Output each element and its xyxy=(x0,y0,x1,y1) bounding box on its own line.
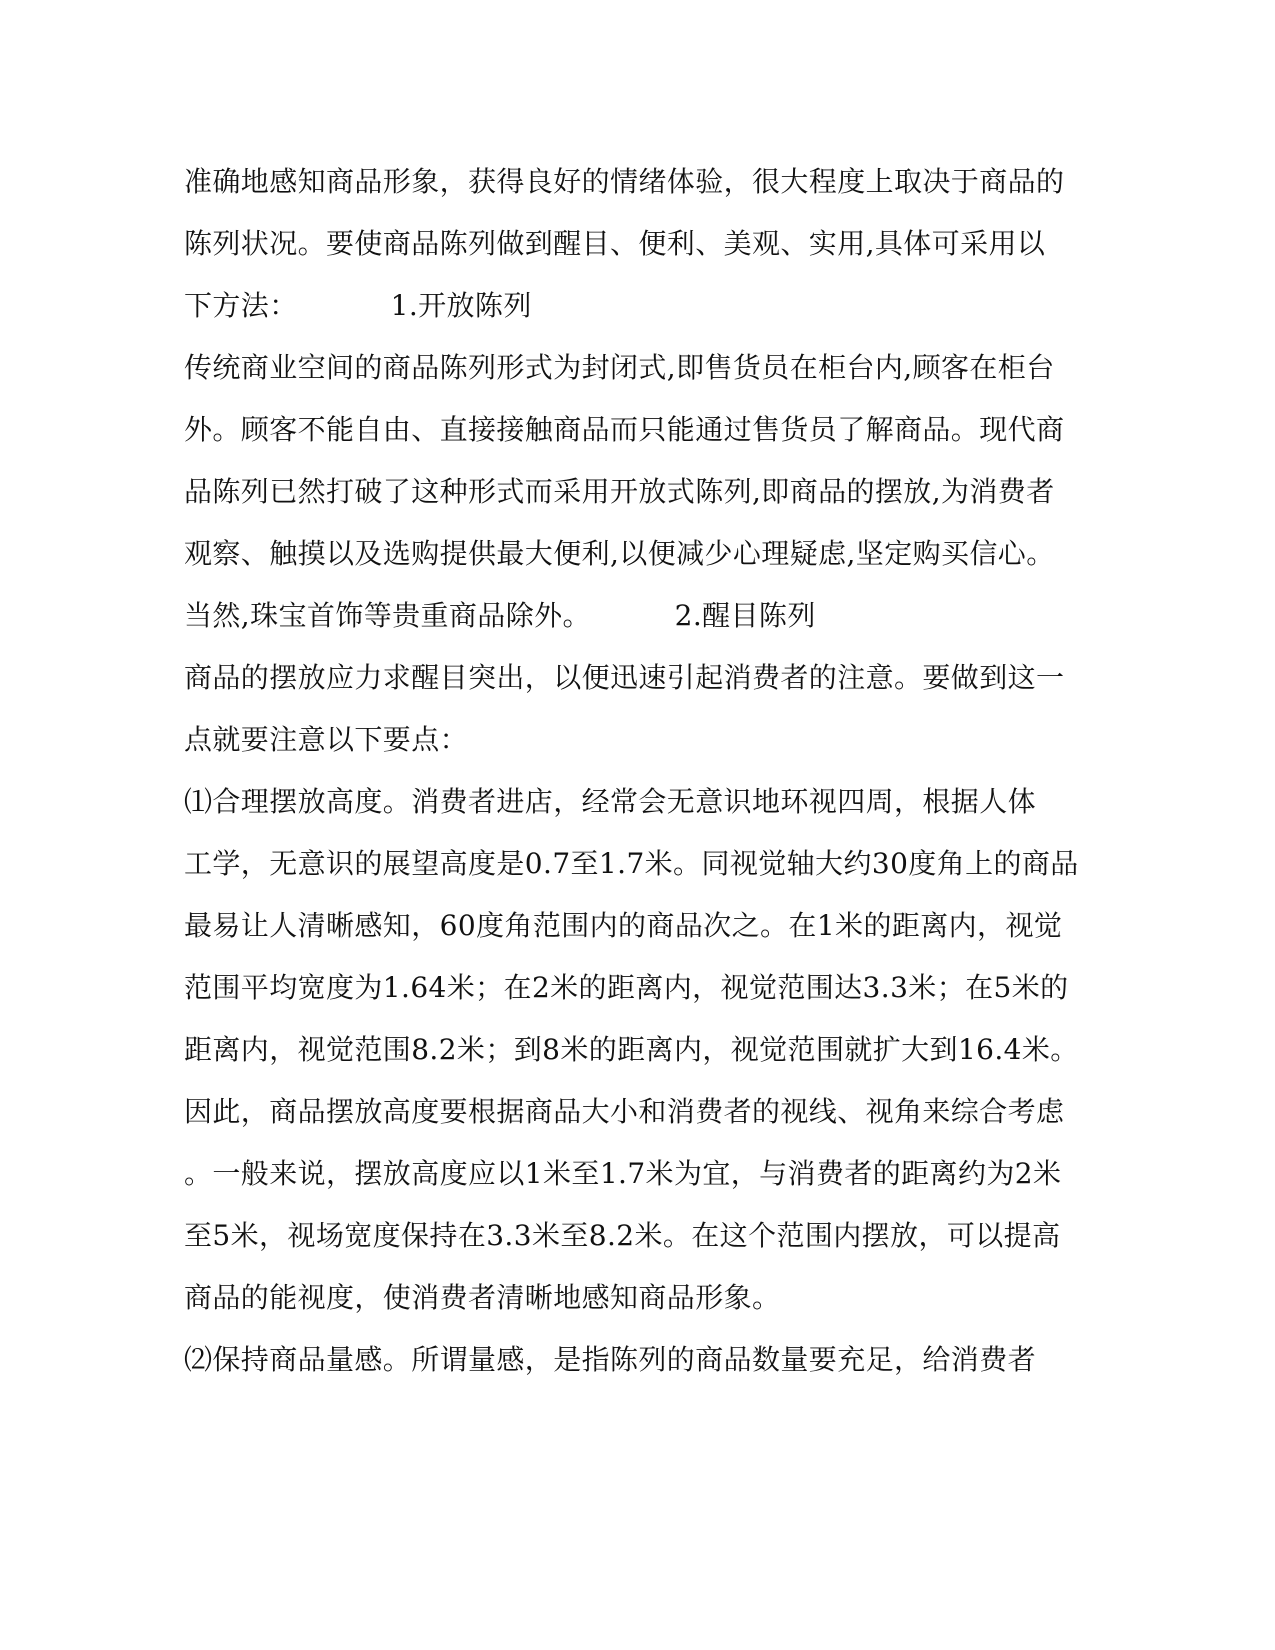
text-line: ⑵保持商品量感。所谓量感，是指陈列的商品数量要充足，给消费者 xyxy=(184,1343,1037,1376)
text-line: 商品的摆放应力求醒目突出，以便迅速引起消费者的注意。要做到这一 xyxy=(184,661,1065,694)
text-line: 陈列状况。要使商品陈列做到醒目、便利、美观、实用,具体可采用以 xyxy=(184,227,1046,260)
text-line: 距离内，视觉范围8.2米；到8米的距离内，视觉范围就扩大到16.4米。 xyxy=(184,1033,1079,1066)
text-line: 外。顾客不能自由、直接接触商品而只能通过售货员了解商品。现代商 xyxy=(184,413,1065,446)
text-line: 准确地感知商品形象，获得良好的情绪体验，很大程度上取决于商品的 xyxy=(184,165,1065,198)
text-line: 。一般来说，摆放高度应以1米至1.7米为宜，与消费者的距离约为2米 xyxy=(184,1157,1062,1190)
text-line: 至5米，视场宽度保持在3.3米至8.2米。在这个范围内摆放，可以提高 xyxy=(184,1219,1061,1252)
text-line: 下方法： 1.开放陈列 xyxy=(184,289,532,322)
text-line: 商品的能视度，使消费者清晰地感知商品形象。 xyxy=(184,1281,781,1314)
text-line: 传统商业空间的商品陈列形式为封闭式,即售货员在柜台内,顾客在柜台 xyxy=(184,351,1055,384)
text-line: 品陈列已然打破了这种形式而采用开放式陈列,即商品的摆放,为消费者 xyxy=(184,475,1055,508)
text-line: ⑴合理摆放高度。消费者进店，经常会无意识地环视四周，根据人体 xyxy=(184,785,1037,818)
text-line: 观察、触摸以及选购提供最大便利,以便减少心理疑虑,坚定购买信心。 xyxy=(184,537,1055,570)
text-line: 点就要注意以下要点： xyxy=(184,723,469,756)
text-line: 范围平均宽度为1.64米；在2米的距离内，视觉范围达3.3米；在5米的 xyxy=(184,971,1069,1004)
text-line: 最易让人清晰感知，60度角范围内的商品次之。在1米的距离内，视觉 xyxy=(184,909,1063,942)
text-line: 当然,珠宝首饰等贵重商品除外。 2.醒目陈列 xyxy=(184,599,816,632)
text-line: 工学，无意识的展望高度是0.7至1.7米。同视觉轴大约30度角上的商品 xyxy=(184,847,1079,880)
text-line: 因此，商品摆放高度要根据商品大小和消费者的视线、视角来综合考虑 xyxy=(184,1095,1065,1128)
